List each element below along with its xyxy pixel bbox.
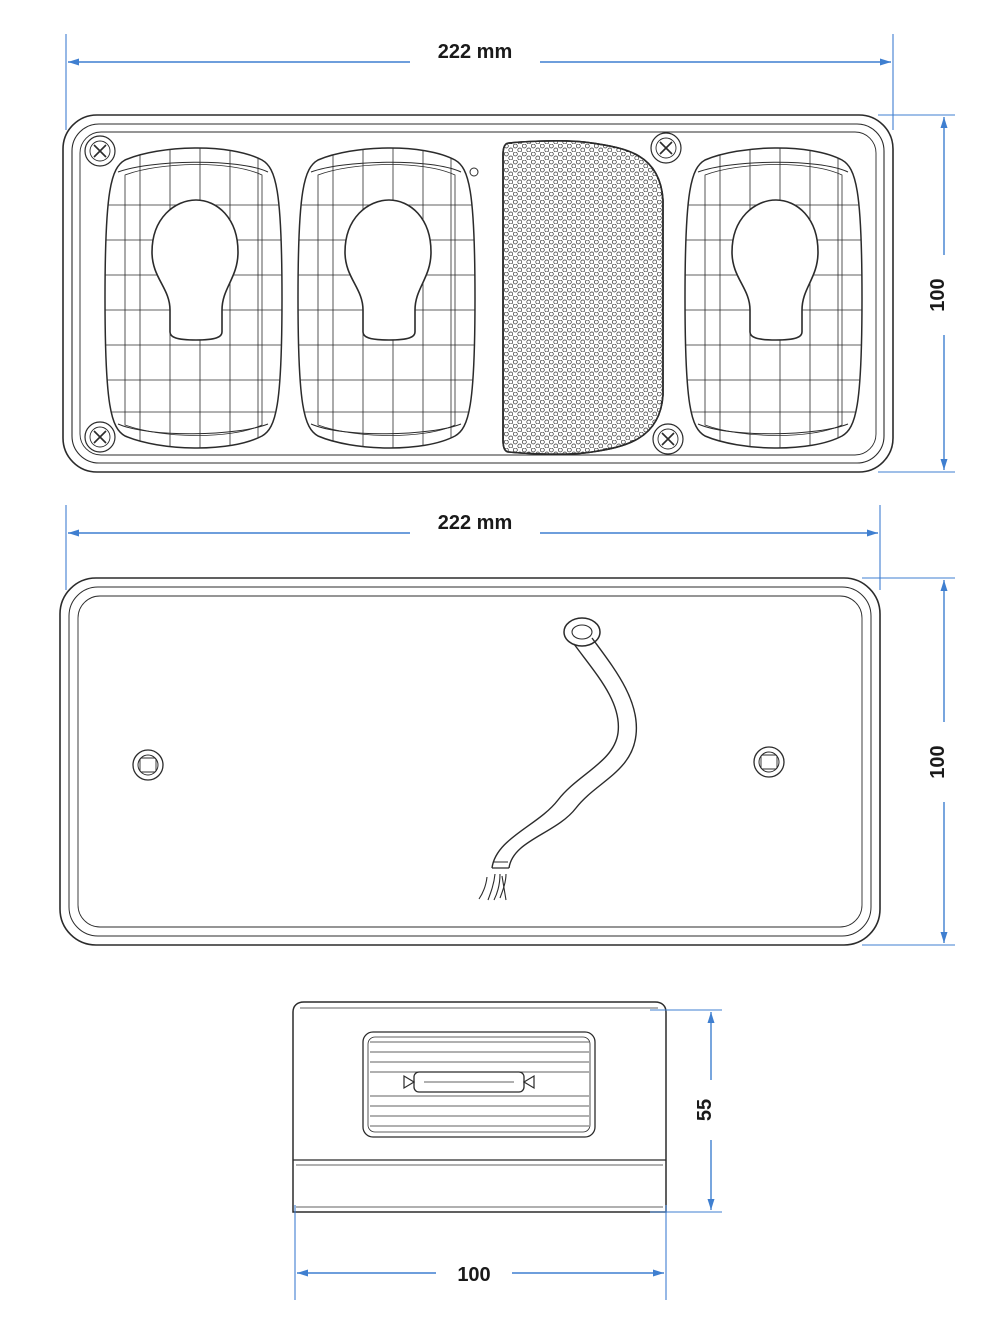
dimension-label-side-height: 55 [694, 1098, 716, 1122]
screw-top-left [85, 136, 115, 166]
mounting-hole-left [133, 750, 163, 780]
lens-chamber-reverse [680, 140, 870, 460]
lens-chamber-brake [293, 140, 483, 460]
dimension-label-front-width: 222 mm [437, 41, 513, 63]
dimension-label-side-width: 100 [457, 1264, 491, 1286]
festoon-bulb [404, 1072, 534, 1092]
reflector-panel [495, 135, 675, 465]
screw-bottom-right [653, 424, 683, 454]
lens-chamber-indicator [100, 140, 290, 460]
dimension-label-front-height: 100 [927, 278, 949, 312]
screw-bottom-left [85, 422, 115, 452]
mounting-hole-right [754, 747, 784, 777]
screw-top-right [651, 133, 681, 163]
dimension-label-rear-height: 100 [927, 745, 949, 779]
dimension-label-rear-width: 222 mm [437, 512, 513, 534]
